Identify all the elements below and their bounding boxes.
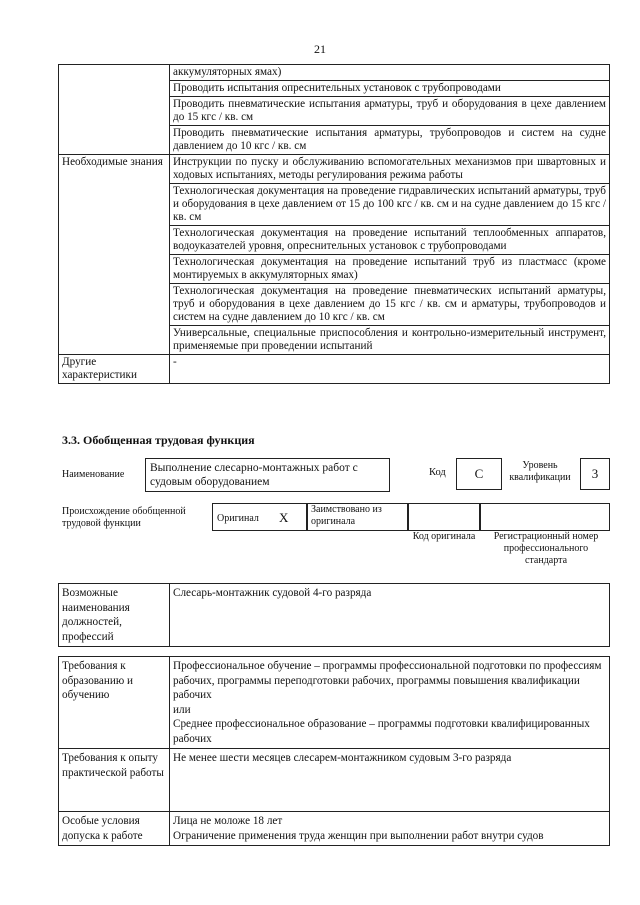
original-label: Оригинал (217, 513, 259, 524)
code-label: Код (429, 467, 446, 478)
row-label (59, 65, 170, 155)
row-text: Проводить пневматические испытания арматуры, трубопроводов и систем на судне давлением до 10 кгс / кв. см (170, 126, 610, 155)
education-line: или (173, 703, 191, 716)
row-text: Технологическая документация на проведение пневматических испытаний арматуры, труб и оборудования в цехе давлением до 15 кгс / кв. см и арматуры, трубопроводов и систем на судне давлением до 10 кгс / кв. см (170, 284, 610, 326)
requirements-table (58, 656, 610, 846)
code-field: C (456, 458, 502, 490)
reg-caption: Регистрационный номер профессионального стандарта (493, 531, 599, 566)
row-text: Инструкции по пуску и обслуживанию вспомогательных механизмов при швартовных и ходовых испытаниях, методы регулирования режима работы (170, 155, 610, 184)
education-line: Среднее профессиональное образование – программы подготовки квалифицированных рабочих (173, 718, 590, 745)
origin-original-cell (212, 503, 307, 531)
page-number: 21 (314, 42, 326, 56)
code-caption: Код оригинала (412, 531, 476, 542)
conditions-value (170, 812, 610, 846)
name-label: Наименование (62, 469, 125, 480)
section-title: 3.3. Обобщенная трудовая функция (62, 433, 255, 447)
table-row (59, 155, 610, 184)
table-row (59, 657, 610, 749)
row-label-other: Другие характеристики (59, 355, 170, 384)
row-text: Проводить испытания опреснительных установок с трубопроводами (170, 81, 610, 97)
borrowed-cell: Заимствовано из оригинала (307, 503, 408, 531)
experience-value: Не менее шести месяцев слесарем-монтажником судовым 3-го разряда (170, 749, 610, 812)
row-text: Проводить пневматические испытания арматуры, труб и оборудования в цехе давлением до 15 кгс / кв. см (170, 97, 610, 126)
conditions-line: Лица не моложе 18 лет (173, 815, 283, 827)
row-text: - (170, 355, 610, 384)
table-row (59, 749, 610, 812)
table-row (59, 65, 610, 81)
level-label: Уровень квалификации (509, 460, 571, 483)
original-code-cell (408, 503, 480, 531)
table-row (59, 812, 610, 846)
function-name-field: Выполнение слесарно-монтажных работ с судовым оборудованием (145, 458, 390, 492)
row-text: Технологическая документация на проведение испытаний труб из пластмасс (кроме монтируемых в аккумуляторных ямах) (170, 255, 610, 284)
skills-knowledge-table (58, 64, 610, 384)
education-label: Требования к образованию и обучению (59, 657, 170, 749)
experience-label: Требования к опыту практической работы (59, 749, 170, 812)
positions-value: Слесарь-монтажник судовой 4-го разряда (170, 584, 610, 647)
row-label-knowledge: Необходимые знания (59, 155, 170, 355)
table-row (59, 584, 610, 647)
positions-table (58, 583, 610, 647)
reg-number-cell (480, 503, 610, 531)
education-line: Профессиональное обучение – программы профессиональной подготовки по профессиям рабочих, программы переподготовки рабочих, программы повышения квалификации рабочих (173, 660, 602, 701)
original-mark: X (279, 510, 289, 525)
level-field: 3 (580, 458, 610, 490)
row-text: Универсальные, специальные приспособления и контрольно-измерительный инструмент, применяемые при проведении испытаний (170, 326, 610, 355)
positions-label: Возможные наименования должностей, профессий (59, 584, 170, 647)
row-text: Технологическая документация на проведение испытаний теплообменных аппаратов, водоуказателей уровня, опреснительных установок с трубопроводами (170, 226, 610, 255)
row-text: аккумуляторных ямах) (170, 65, 610, 81)
row-text: Технологическая документация на проведение гидравлических испытаний арматуры, труб и оборудования в цехе давлением от 15 до 100 кгс / кв. см и на судне давлением до 15 кгс / кв. см (170, 184, 610, 226)
education-value (170, 657, 610, 749)
table-row (59, 355, 610, 384)
conditions-label: Особые условия допуска к работе (59, 812, 170, 846)
conditions-line: Ограничение применения труда женщин при выполнении работ внутри судов (173, 829, 544, 842)
origin-label: Происхождение обобщенной трудовой функции (62, 506, 186, 529)
